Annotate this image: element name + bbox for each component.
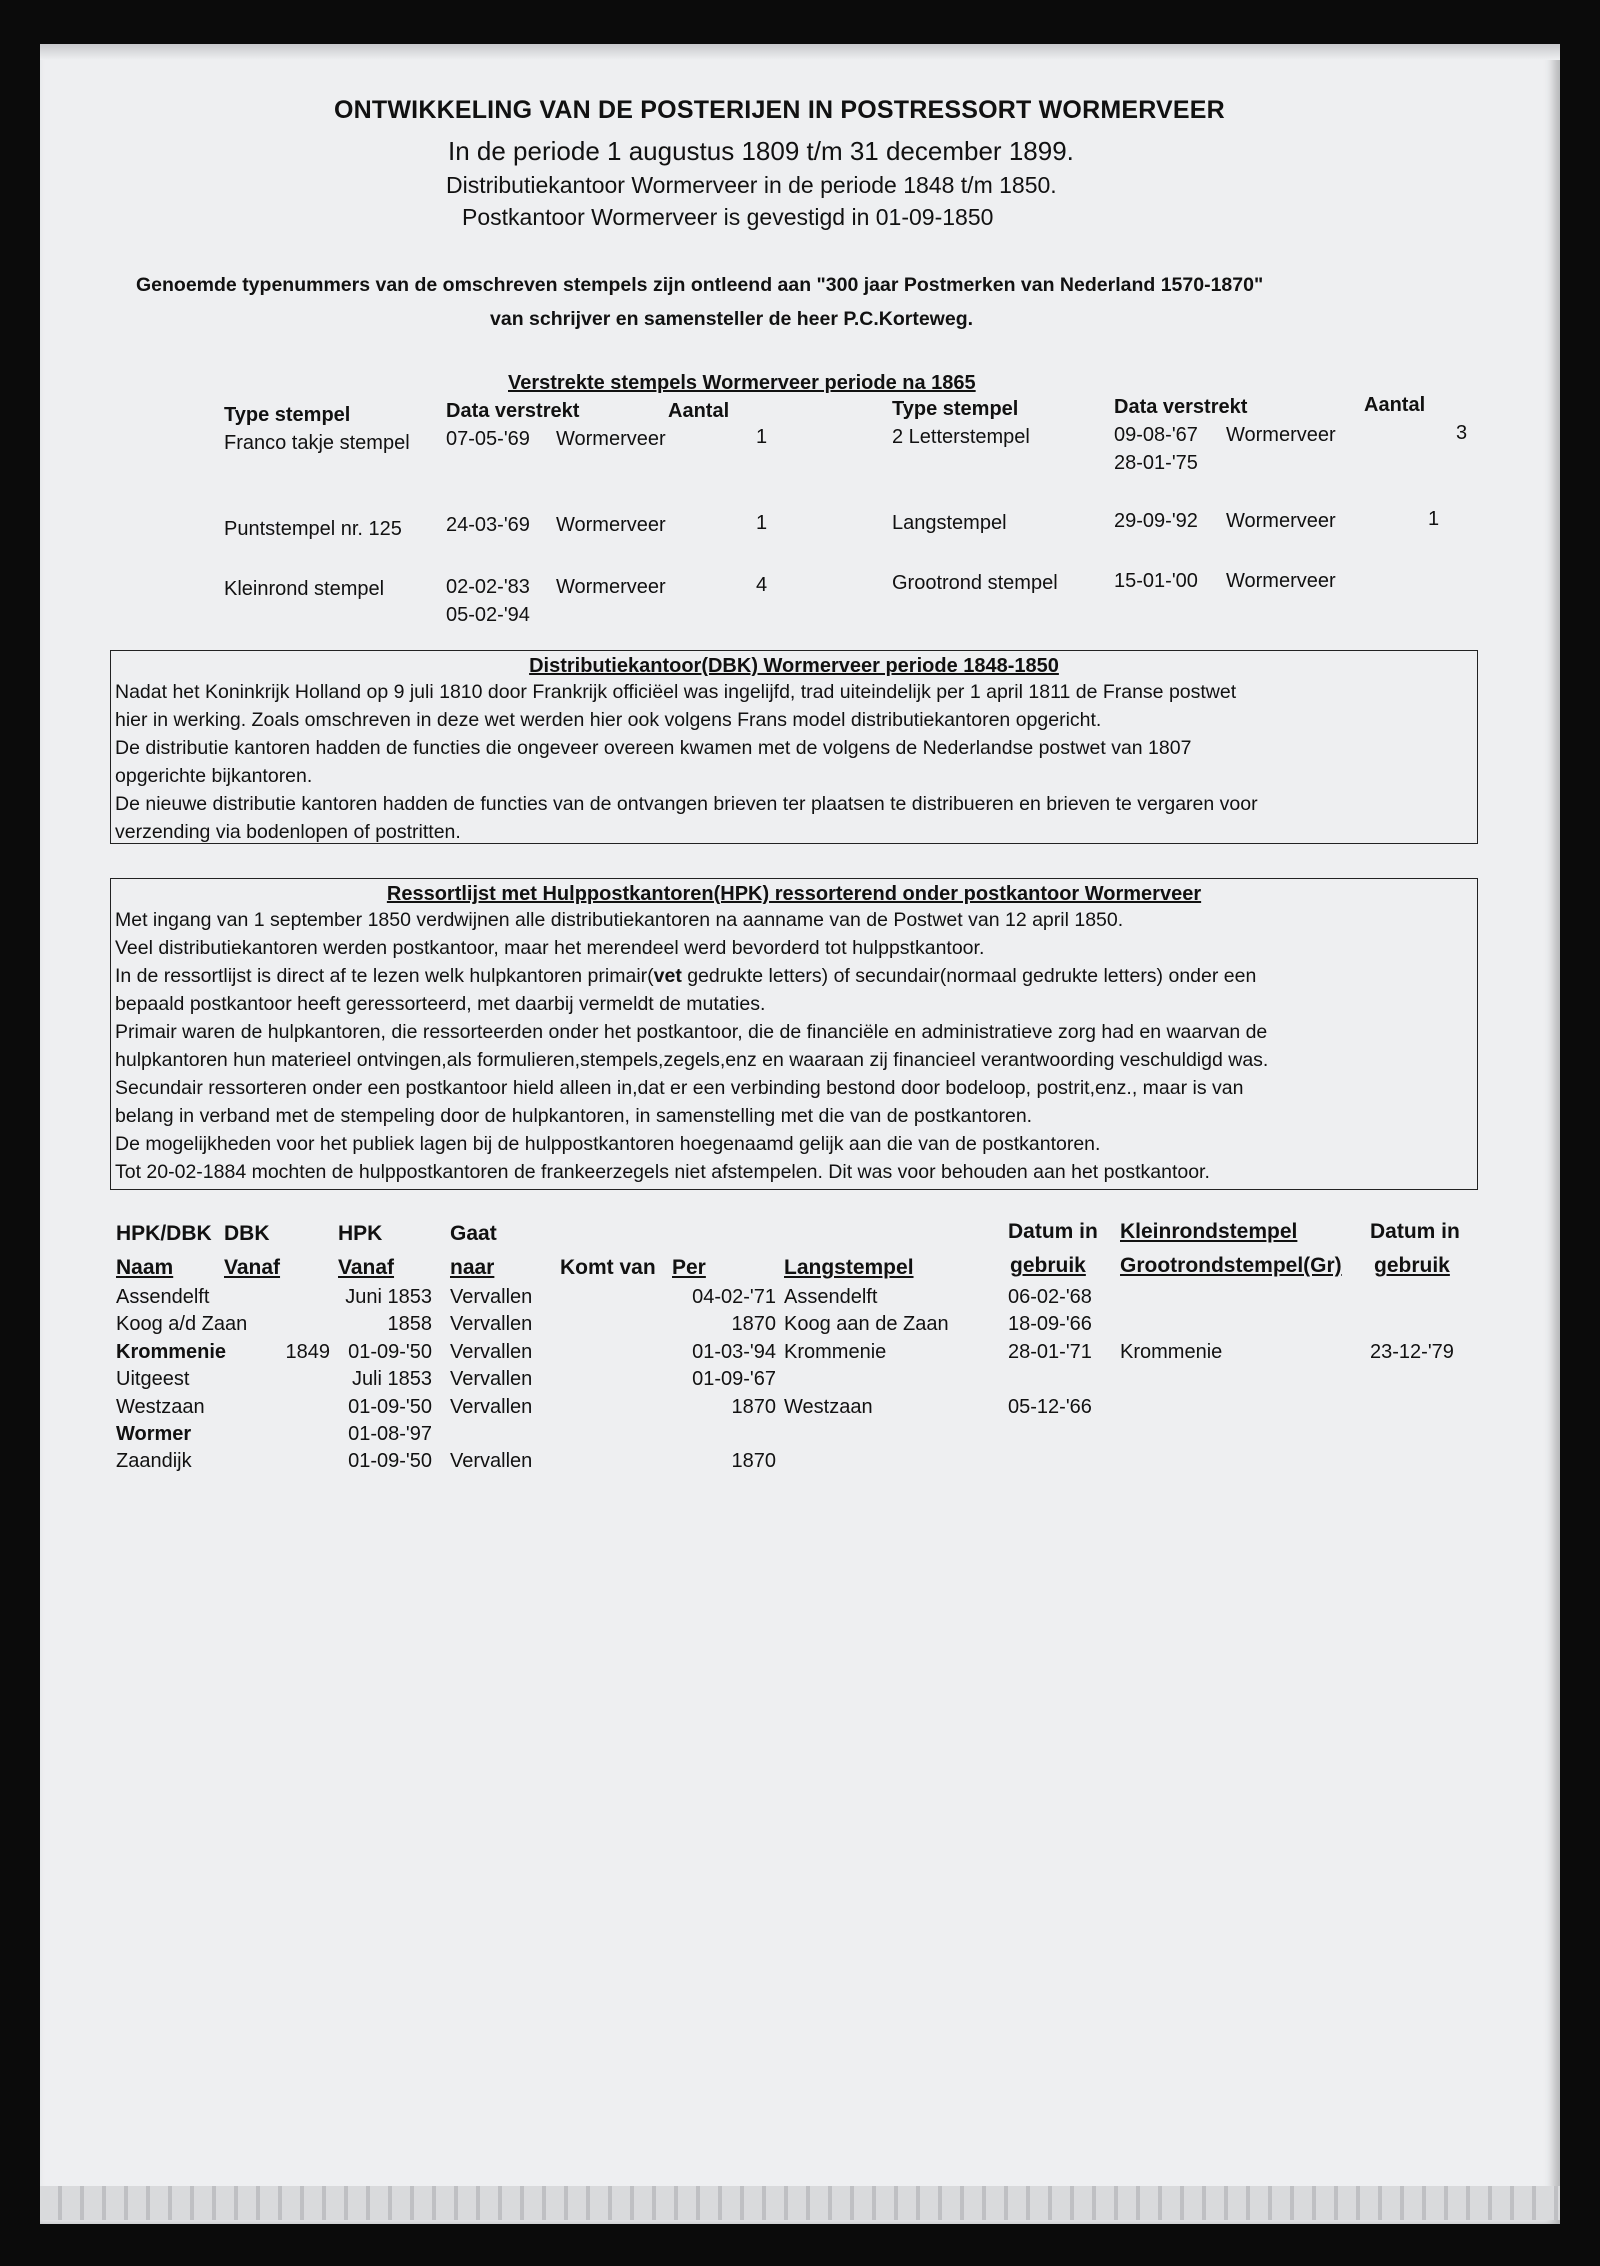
- cell-klein: Krommenie: [1120, 1340, 1223, 1363]
- stamps-heading: Verstrekte stempels Wormerveer periode na 1865: [508, 372, 976, 394]
- stamp-count: 1: [756, 426, 768, 448]
- hpk-line-part: gedrukte letters) of secundair(normaal gedrukte letters) onder een: [681, 965, 1257, 987]
- col-head: Grootrondstempel(Gr): [1120, 1254, 1342, 1277]
- stamp-type: Franco takje stempel: [224, 432, 410, 454]
- col-head: Langstempel: [784, 1256, 914, 1279]
- stamp-place: Wormerveer: [1226, 570, 1336, 592]
- col-head: Datum in: [1008, 1220, 1098, 1243]
- cell-lang: Krommenie: [784, 1340, 887, 1363]
- header-data-right: Data verstrekt: [1114, 396, 1248, 418]
- stamp-type: 2 Letterstempel: [892, 426, 1030, 448]
- stamp-date: 24-03-'69: [446, 514, 530, 536]
- col-head: Vanaf: [224, 1256, 281, 1279]
- sleeve-bottom-edge: [40, 2186, 1560, 2220]
- stamp-count: 1: [756, 512, 768, 534]
- col-head: naar: [450, 1256, 495, 1279]
- col-head: Vanaf: [338, 1256, 395, 1279]
- cell-lang: Assendelft: [784, 1286, 878, 1308]
- hpk-line: Veel distributiekantoren werden postkantoor, maar het merendeel werd bevorderd tot hulppstkantoor.: [115, 937, 985, 959]
- postkantoor-line: Postkantoor Wormerveer is gevestigd in 01-09-1850: [462, 204, 994, 230]
- stamp-date: 09-08-'67: [1114, 424, 1198, 446]
- hpk-box: [110, 878, 1478, 1190]
- col-head: gebruik: [1374, 1254, 1450, 1277]
- cell-naam: Westzaan: [116, 1395, 205, 1418]
- source-line-2: van schrijver en samensteller de heer P.C.Korteweg.: [490, 308, 974, 330]
- col-head: Per: [672, 1256, 706, 1279]
- cell-hpk: 01-09-'50: [348, 1450, 432, 1473]
- cell-d1: 18-09-'66: [1008, 1313, 1092, 1336]
- hpk-line: belang in verband met de stempeling door de hulpkantoren, in samenstelling met die van de postkantoren.: [115, 1105, 1033, 1127]
- cell-naam: Uitgeest: [116, 1368, 190, 1391]
- col-head: Komt van: [560, 1256, 656, 1279]
- dbk-text: [111, 678, 1477, 846]
- cell-per: 1870: [731, 1450, 776, 1473]
- cell-hpk: Juli 1853: [351, 1368, 432, 1391]
- stamp-type: Kleinrond stempel: [224, 578, 385, 600]
- hpk-line: Secundair ressorteren onder een postkantoor hield alleen in,dat er een verbinding bestond door bodeloop, postrit,enz., maar is van: [115, 1077, 1244, 1099]
- cell-naam: Wormer: [116, 1423, 192, 1445]
- dbk-title: Distributiekantoor(DBK) Wormerveer periode 1848-1850: [529, 655, 1059, 677]
- cell-naam: Krommenie: [116, 1340, 227, 1363]
- stamp-place: Wormerveer: [556, 576, 666, 598]
- hpk-line: Primair waren de hulpkantoren, die ressorteerden onder het postkantoor, die de financiële en administratieve zorg had en waarvan de: [115, 1021, 1268, 1043]
- stamp-date-2: 05-02-'94: [446, 604, 530, 626]
- page-title: ONTWIKKELING VAN DE POSTERIJEN IN POSTRESSORT WORMERVEER: [334, 96, 1225, 124]
- cell-hpk: 01-09-'50: [348, 1395, 432, 1418]
- cell-lang: Westzaan: [784, 1395, 873, 1418]
- stamp-date: 29-09-'92: [1114, 510, 1198, 532]
- cell-d1: 05-12-'66: [1008, 1395, 1092, 1418]
- cell-naam: Koog a/d Zaan: [116, 1313, 248, 1336]
- cell-hpk: 01-08-'97: [348, 1423, 432, 1445]
- cell-naam: Zaandijk: [116, 1450, 192, 1473]
- stamp-type: Puntstempel nr. 125: [224, 518, 402, 540]
- hpk-line: [115, 962, 1477, 990]
- cell-per: 1870: [731, 1313, 776, 1336]
- cell-naar: Vervallen: [450, 1340, 533, 1363]
- col-head: DBK: [224, 1222, 270, 1245]
- stamp-date: 02-02-'83: [446, 576, 530, 598]
- dbk-line: hier in werking. Zoals omschreven in deze wet werden hier ook volgens Frans model distributiekantoren opgericht.: [115, 709, 1102, 731]
- stamp-count: 4: [756, 574, 768, 596]
- header-type-left: Type stempel: [224, 404, 351, 426]
- cell-per: 01-09-'67: [692, 1368, 776, 1391]
- hpk-line-bold: vet: [653, 965, 682, 987]
- cell-hpk: 1858: [387, 1313, 432, 1336]
- hpk-line: bepaald postkantoor heeft geressorteerd, met daarbij vermeldt de mutaties.: [115, 993, 766, 1015]
- col-head: HPK/DBK: [116, 1222, 212, 1245]
- stamp-count: 3: [1456, 422, 1468, 444]
- header-data-left: Data verstrekt: [446, 400, 580, 422]
- stamp-date-2: 28-01-'75: [1114, 452, 1198, 474]
- hpk-line-part: In de ressortlijst is direct af te lezen welk hulpkantoren primair(: [115, 965, 654, 987]
- distrib-line: Distributiekantoor Wormerveer in de periode 1848 t/m 1850.: [446, 172, 1057, 198]
- stamp-place: Wormerveer: [1226, 510, 1336, 532]
- cell-hpk: 01-09-'50: [348, 1340, 432, 1363]
- cell-naar: Vervallen: [450, 1368, 533, 1391]
- cell-naar: Vervallen: [450, 1286, 533, 1308]
- cell-naar: Vervallen: [450, 1313, 533, 1336]
- col-head: Kleinrondstempel: [1120, 1220, 1298, 1243]
- source-line-1: Genoemde typenummers van de omschreven stempels zijn ontleend aan "300 jaar Postmerken van Nederland 1570-1870": [136, 274, 1264, 296]
- col-head: Datum in: [1370, 1220, 1460, 1243]
- col-head: HPK: [338, 1222, 383, 1245]
- cell-d2: 23-12-'79: [1370, 1340, 1454, 1363]
- stamp-place: Wormerveer: [556, 514, 666, 536]
- stamp-place: Wormerveer: [556, 428, 666, 450]
- hpk-title: Ressortlijst met Hulppostkantoren(HPK) ressorterend onder postkantoor Wormerveer: [386, 883, 1202, 905]
- dbk-line: De nieuwe distributie kantoren hadden de functies van de ontvangen brieven ter plaatsen te distribueren en brieven te vergaren voor: [115, 793, 1258, 815]
- dbk-box: [110, 650, 1478, 844]
- cell-d1: 06-02-'68: [1008, 1286, 1092, 1308]
- cell-per: 01-03-'94: [692, 1340, 776, 1363]
- sleeve-top-edge: [40, 44, 1560, 60]
- period-line: In de periode 1 augustus 1809 t/m 31 december 1899.: [448, 136, 1074, 166]
- cell-d1: 28-01-'71: [1008, 1340, 1092, 1363]
- dbk-line: verzending via bodenlopen of postritten.: [115, 821, 461, 843]
- dbk-line: opgerichte bijkantoren.: [115, 765, 313, 787]
- dbk-line: De distributie kantoren hadden de functies die ongeveer overeen kwamen met de volgens de Nederlandse postwet van 1807: [115, 737, 1192, 759]
- stamp-type: Langstempel: [892, 512, 1007, 534]
- stamp-place: Wormerveer: [1226, 424, 1336, 446]
- hpk-line: Tot 20-02-1884 mochten de hulppostkantoren de frankeerzegels niet afstempelen. Dit was voor behouden aan het postkantoor.: [115, 1161, 1210, 1183]
- hpk-line: De mogelijkheden voor het publiek lagen bij de hulppostkantoren hoegenaamd gelijk aan die van de postkantoren.: [115, 1133, 1101, 1155]
- hpk-line: Met ingang van 1 september 1850 verdwijnen alle distributiekantoren na aanname van de Postwet van 12 april 1850.: [115, 909, 1124, 931]
- header-aantal-right: Aantal: [1364, 394, 1426, 416]
- col-head: Gaat: [450, 1222, 497, 1245]
- stamp-date: 15-01-'00: [1114, 570, 1198, 592]
- stamp-type: Grootrond stempel: [892, 572, 1058, 594]
- hpk-line: hulpkantoren hun materieel ontvingen,als formulieren,stempels,zegels,enz en waaraan zij financieel verantwoording veschuldigd was.: [115, 1049, 1269, 1071]
- cell-per: 1870: [731, 1395, 776, 1418]
- cell-naar: Vervallen: [450, 1395, 533, 1418]
- cell-per: 04-02-'71: [692, 1286, 776, 1308]
- cell-lang: Koog aan de Zaan: [784, 1313, 949, 1336]
- col-head: Naam: [116, 1256, 174, 1279]
- cell-naam: Assendelft: [116, 1286, 210, 1308]
- dbk-line: Nadat het Koninkrijk Holland op 9 juli 1810 door Frankrijk officiëel was ingelijfd, trad uiteindelijk per 1 april 1811 de Franse postwet: [115, 681, 1237, 703]
- stamp-date: 07-05-'69: [446, 428, 530, 450]
- hpk-text: [111, 906, 1477, 1186]
- cell-dbk: 1849: [285, 1340, 330, 1363]
- cell-naar: Vervallen: [450, 1450, 533, 1473]
- header-type-right: Type stempel: [892, 398, 1019, 420]
- col-head: gebruik: [1010, 1254, 1086, 1277]
- cell-hpk: Juni 1853: [345, 1286, 432, 1308]
- header-aantal-left: Aantal: [668, 400, 730, 422]
- stamp-count: 1: [1428, 508, 1440, 530]
